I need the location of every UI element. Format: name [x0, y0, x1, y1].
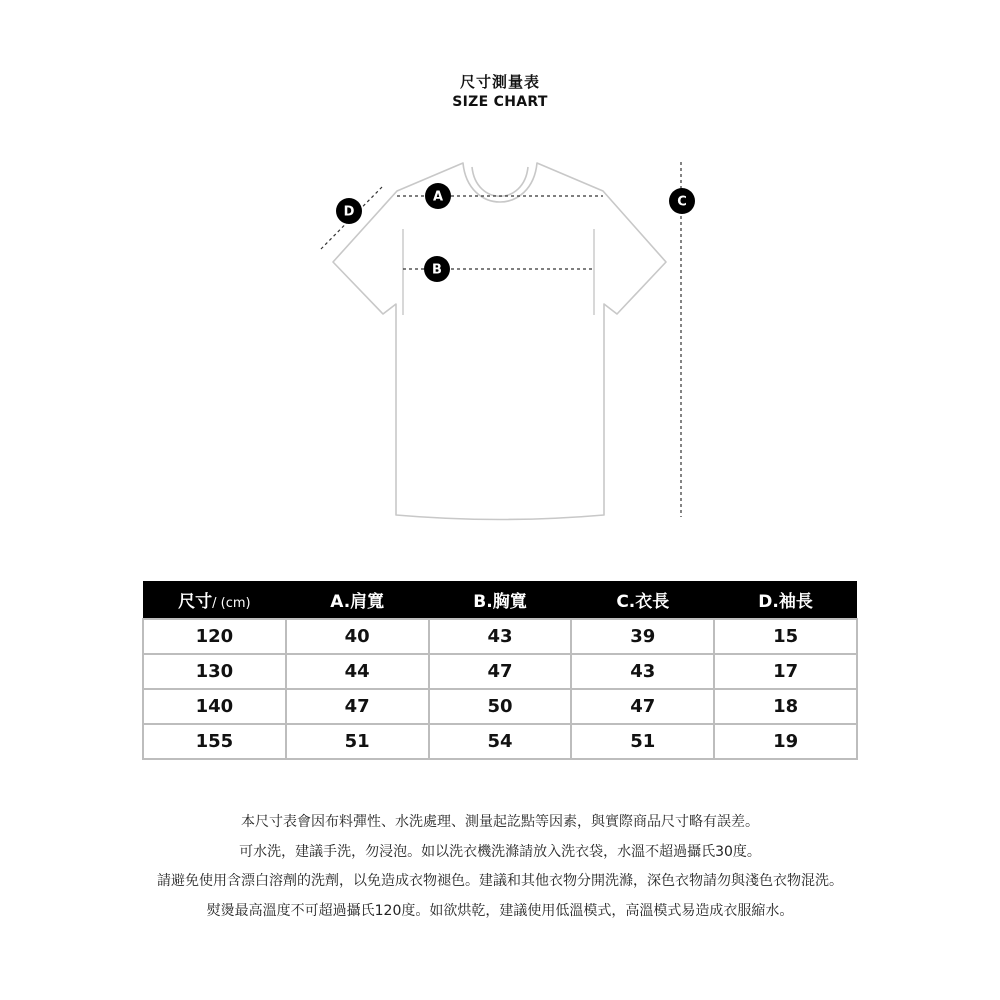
badge-c-label: C [677, 194, 687, 210]
cell-shoulder: 40 [286, 619, 429, 654]
badge-c [669, 188, 695, 214]
cell-shoulder: 51 [286, 724, 429, 759]
table-row [143, 724, 857, 759]
size-table-header-row [143, 581, 857, 619]
cell-size: 130 [143, 654, 286, 689]
cell-chest: 50 [429, 689, 572, 724]
tshirt-neck-rib [472, 167, 528, 196]
cell-size: 120 [143, 619, 286, 654]
badge-a-label: A [432, 189, 444, 205]
table-row [143, 619, 857, 654]
note-line: 請避免使用含漂白溶劑的洗劑，以免造成衣物褪色。建議和其他衣物分開洗滌，深色衣物請勿與淺色衣物混洗。 [157, 873, 843, 889]
badge-d-label: D [343, 204, 355, 220]
table-row [143, 689, 857, 724]
header-size [143, 581, 286, 619]
header-size-label: 尺寸 [178, 592, 213, 612]
cell-sleeve: 18 [714, 689, 857, 724]
care-notes [0, 808, 1000, 926]
tshirt-outline [333, 163, 666, 520]
cell-sleeve: 19 [714, 724, 857, 759]
note-line: 本尺寸表會因布料彈性、水洗處理、測量起訖點等因素，與實際商品尺寸略有誤差。 [241, 814, 759, 830]
size-table [142, 581, 858, 760]
cell-chest: 47 [429, 654, 572, 689]
header-sleeve: D.袖長 [714, 581, 857, 619]
cell-chest: 43 [429, 619, 572, 654]
cell-sleeve: 17 [714, 654, 857, 689]
cell-size: 155 [143, 724, 286, 759]
cell-length: 39 [571, 619, 714, 654]
cell-length: 51 [571, 724, 714, 759]
note-line: 熨燙最高溫度不可超過攝氏120度。如欲烘乾，建議使用低溫模式，高溫模式易造成衣服縮水。 [206, 902, 794, 919]
title-english: SIZE CHART [452, 94, 548, 110]
cell-length: 43 [571, 654, 714, 689]
header-chest: B.胸寬 [429, 581, 572, 619]
cell-sleeve: 15 [714, 619, 857, 654]
header-unit: / (cm) [212, 596, 251, 611]
badge-b [424, 256, 450, 282]
badge-b-label: B [432, 262, 442, 278]
cell-shoulder: 47 [286, 689, 429, 724]
cell-chest: 54 [429, 724, 572, 759]
cell-shoulder: 44 [286, 654, 429, 689]
note-line: 可水洗，建議手洗，勿浸泡。如以洗衣機洗滌請放入洗衣袋，水溫不超過攝氏30度。 [239, 843, 761, 860]
cell-size: 140 [143, 689, 286, 724]
badge-a [425, 183, 451, 209]
badge-d [336, 198, 362, 224]
table-row [143, 654, 857, 689]
title-chinese: 尺寸測量表 [459, 73, 540, 91]
header-length: C.衣長 [571, 581, 714, 619]
cell-length: 47 [571, 689, 714, 724]
header-shoulder: A.肩寬 [286, 581, 429, 619]
